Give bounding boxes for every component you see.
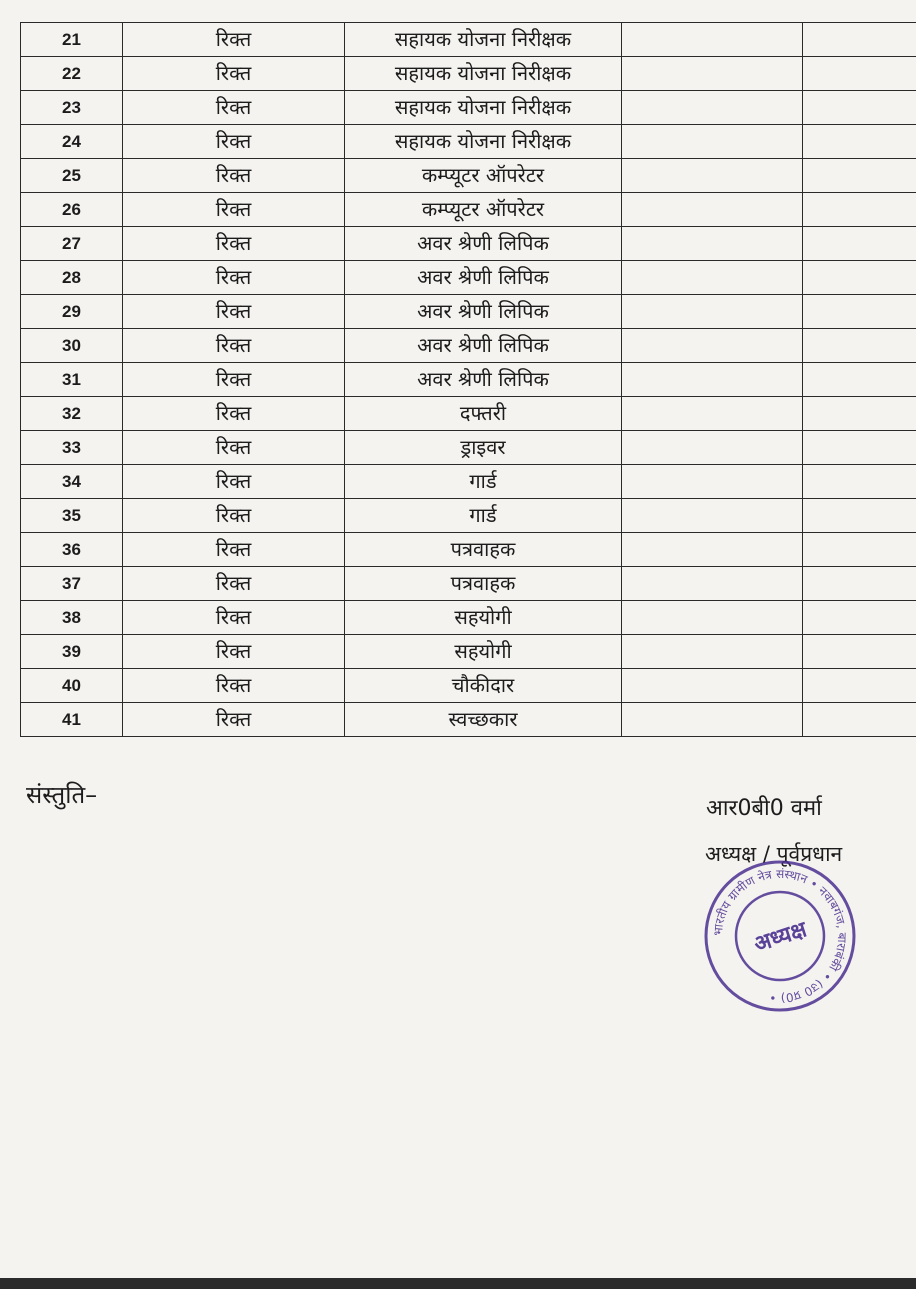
table-row xyxy=(21,431,916,465)
post-name-cell: सहायक योजना निरीक्षक xyxy=(345,125,622,159)
status-cell: रिक्त xyxy=(123,329,345,363)
status-cell: रिक्त xyxy=(123,23,345,57)
blank-cell xyxy=(803,159,916,193)
table-row xyxy=(21,703,916,737)
post-name-cell: अवर श्रेणी लिपिक xyxy=(345,227,622,261)
post-name-cell: अवर श्रेणी लिपिक xyxy=(345,329,622,363)
serial-number-cell: 39 xyxy=(21,635,123,669)
table-row xyxy=(21,159,916,193)
post-name-cell: गार्ड xyxy=(345,465,622,499)
blank-cell xyxy=(622,431,803,465)
post-name-cell: कम्प्यूटर ऑपरेटर xyxy=(345,193,622,227)
table-row xyxy=(21,669,916,703)
vacancy-table-wrapper xyxy=(20,22,916,737)
blank-cell xyxy=(803,635,916,669)
post-name-cell: दफ्तरी xyxy=(345,397,622,431)
blank-cell xyxy=(803,465,916,499)
status-cell: रिक्त xyxy=(123,261,345,295)
blank-cell xyxy=(622,329,803,363)
blank-cell xyxy=(622,669,803,703)
serial-number-cell: 40 xyxy=(21,669,123,703)
status-cell: रिक्त xyxy=(123,567,345,601)
table-row xyxy=(21,499,916,533)
blank-cell xyxy=(803,431,916,465)
status-cell: रिक्त xyxy=(123,91,345,125)
status-cell: रिक्त xyxy=(123,125,345,159)
table-row xyxy=(21,227,916,261)
status-cell: रिक्त xyxy=(123,397,345,431)
table-row xyxy=(21,57,916,91)
serial-number-cell: 28 xyxy=(21,261,123,295)
status-cell: रिक्त xyxy=(123,499,345,533)
table-row xyxy=(21,91,916,125)
serial-number-cell: 26 xyxy=(21,193,123,227)
serial-number-cell: 31 xyxy=(21,363,123,397)
blank-cell xyxy=(803,23,916,57)
post-name-cell: सहयोगी xyxy=(345,635,622,669)
post-name-cell: सहयोगी xyxy=(345,601,622,635)
signatory-title: अध्यक्ष / पूर्वप्रधान xyxy=(705,842,843,866)
status-cell: रिक्त xyxy=(123,295,345,329)
serial-number-cell: 23 xyxy=(21,91,123,125)
blank-cell xyxy=(622,601,803,635)
serial-number-cell: 22 xyxy=(21,57,123,91)
blank-cell xyxy=(622,57,803,91)
status-cell: रिक्त xyxy=(123,431,345,465)
status-cell: रिक्त xyxy=(123,703,345,737)
table-row xyxy=(21,23,916,57)
blank-cell xyxy=(803,499,916,533)
post-name-cell: अवर श्रेणी लिपिक xyxy=(345,363,622,397)
post-name-cell: गार्ड xyxy=(345,499,622,533)
blank-cell xyxy=(622,363,803,397)
blank-cell xyxy=(622,635,803,669)
post-name-cell: कम्प्यूटर ऑपरेटर xyxy=(345,159,622,193)
status-cell: रिक्त xyxy=(123,465,345,499)
serial-number-cell: 30 xyxy=(21,329,123,363)
vacancy-table-body xyxy=(21,23,916,737)
blank-cell xyxy=(803,703,916,737)
serial-number-cell: 37 xyxy=(21,567,123,601)
table-row xyxy=(21,465,916,499)
blank-cell xyxy=(622,533,803,567)
blank-cell xyxy=(803,669,916,703)
blank-cell xyxy=(803,329,916,363)
blank-cell xyxy=(622,227,803,261)
status-cell: रिक्त xyxy=(123,669,345,703)
table-row xyxy=(21,635,916,669)
status-cell: रिक्त xyxy=(123,601,345,635)
blank-cell xyxy=(622,567,803,601)
blank-cell xyxy=(803,57,916,91)
post-name-cell: पत्रवाहक xyxy=(345,533,622,567)
blank-cell xyxy=(622,23,803,57)
table-row xyxy=(21,601,916,635)
post-name-cell: अवर श्रेणी लिपिक xyxy=(345,295,622,329)
status-cell: रिक्त xyxy=(123,227,345,261)
table-row xyxy=(21,397,916,431)
seal-graphic xyxy=(706,862,854,1010)
status-cell: रिक्त xyxy=(123,193,345,227)
seal-ring-text: भारतीय ग्रामीण नेत्र संस्थान • नवाबगंज, बाराबंकी • (उ0 प्र0) • xyxy=(710,866,850,1006)
post-name-cell: सहायक योजना निरीक्षक xyxy=(345,23,622,57)
blank-cell xyxy=(622,193,803,227)
serial-number-cell: 34 xyxy=(21,465,123,499)
status-cell: रिक्त xyxy=(123,57,345,91)
blank-cell xyxy=(803,125,916,159)
blank-cell xyxy=(803,227,916,261)
serial-number-cell: 35 xyxy=(21,499,123,533)
blank-cell xyxy=(803,533,916,567)
table-row xyxy=(21,533,916,567)
post-name-cell: अवर श्रेणी लिपिक xyxy=(345,261,622,295)
blank-cell xyxy=(622,295,803,329)
post-name-cell: सहायक योजना निरीक्षक xyxy=(345,57,622,91)
status-cell: रिक्त xyxy=(123,635,345,669)
post-name-cell: सहायक योजना निरीक्षक xyxy=(345,91,622,125)
serial-number-cell: 38 xyxy=(21,601,123,635)
serial-number-cell: 25 xyxy=(21,159,123,193)
blank-cell xyxy=(622,703,803,737)
blank-cell xyxy=(622,159,803,193)
serial-number-cell: 32 xyxy=(21,397,123,431)
blank-cell xyxy=(803,295,916,329)
status-cell: रिक्त xyxy=(123,363,345,397)
table-row xyxy=(21,567,916,601)
blank-cell xyxy=(803,193,916,227)
table-row xyxy=(21,125,916,159)
blank-cell xyxy=(622,261,803,295)
serial-number-cell: 33 xyxy=(21,431,123,465)
serial-number-cell: 36 xyxy=(21,533,123,567)
recommendation-label: संस्तुति– xyxy=(26,781,98,809)
seal-center-text: अध्यक्ष xyxy=(751,917,810,958)
blank-cell xyxy=(803,601,916,635)
post-name-cell: पत्रवाहक xyxy=(345,567,622,601)
blank-cell xyxy=(622,125,803,159)
post-name-cell: स्वच्छकार xyxy=(345,703,622,737)
serial-number-cell: 27 xyxy=(21,227,123,261)
blank-cell xyxy=(803,261,916,295)
table-row xyxy=(21,363,916,397)
blank-cell xyxy=(622,91,803,125)
blank-cell xyxy=(803,567,916,601)
serial-number-cell: 21 xyxy=(21,23,123,57)
blank-cell xyxy=(622,397,803,431)
official-seal-stamp xyxy=(700,856,860,1016)
serial-number-cell: 29 xyxy=(21,295,123,329)
status-cell: रिक्त xyxy=(123,159,345,193)
serial-number-cell: 24 xyxy=(21,125,123,159)
signatory-name: आर0बी0 वर्मा xyxy=(706,796,822,821)
blank-cell xyxy=(622,499,803,533)
serial-number-cell: 41 xyxy=(21,703,123,737)
status-cell: रिक्त xyxy=(123,533,345,567)
vacancy-table xyxy=(20,22,916,737)
table-row xyxy=(21,193,916,227)
blank-cell xyxy=(622,465,803,499)
post-name-cell: चौकीदार xyxy=(345,669,622,703)
table-row xyxy=(21,295,916,329)
blank-cell xyxy=(803,363,916,397)
blank-cell xyxy=(803,397,916,431)
blank-cell xyxy=(803,91,916,125)
table-row xyxy=(21,261,916,295)
post-name-cell: ड्राइवर xyxy=(345,431,622,465)
table-row xyxy=(21,329,916,363)
scan-edge-shadow xyxy=(0,1278,916,1289)
